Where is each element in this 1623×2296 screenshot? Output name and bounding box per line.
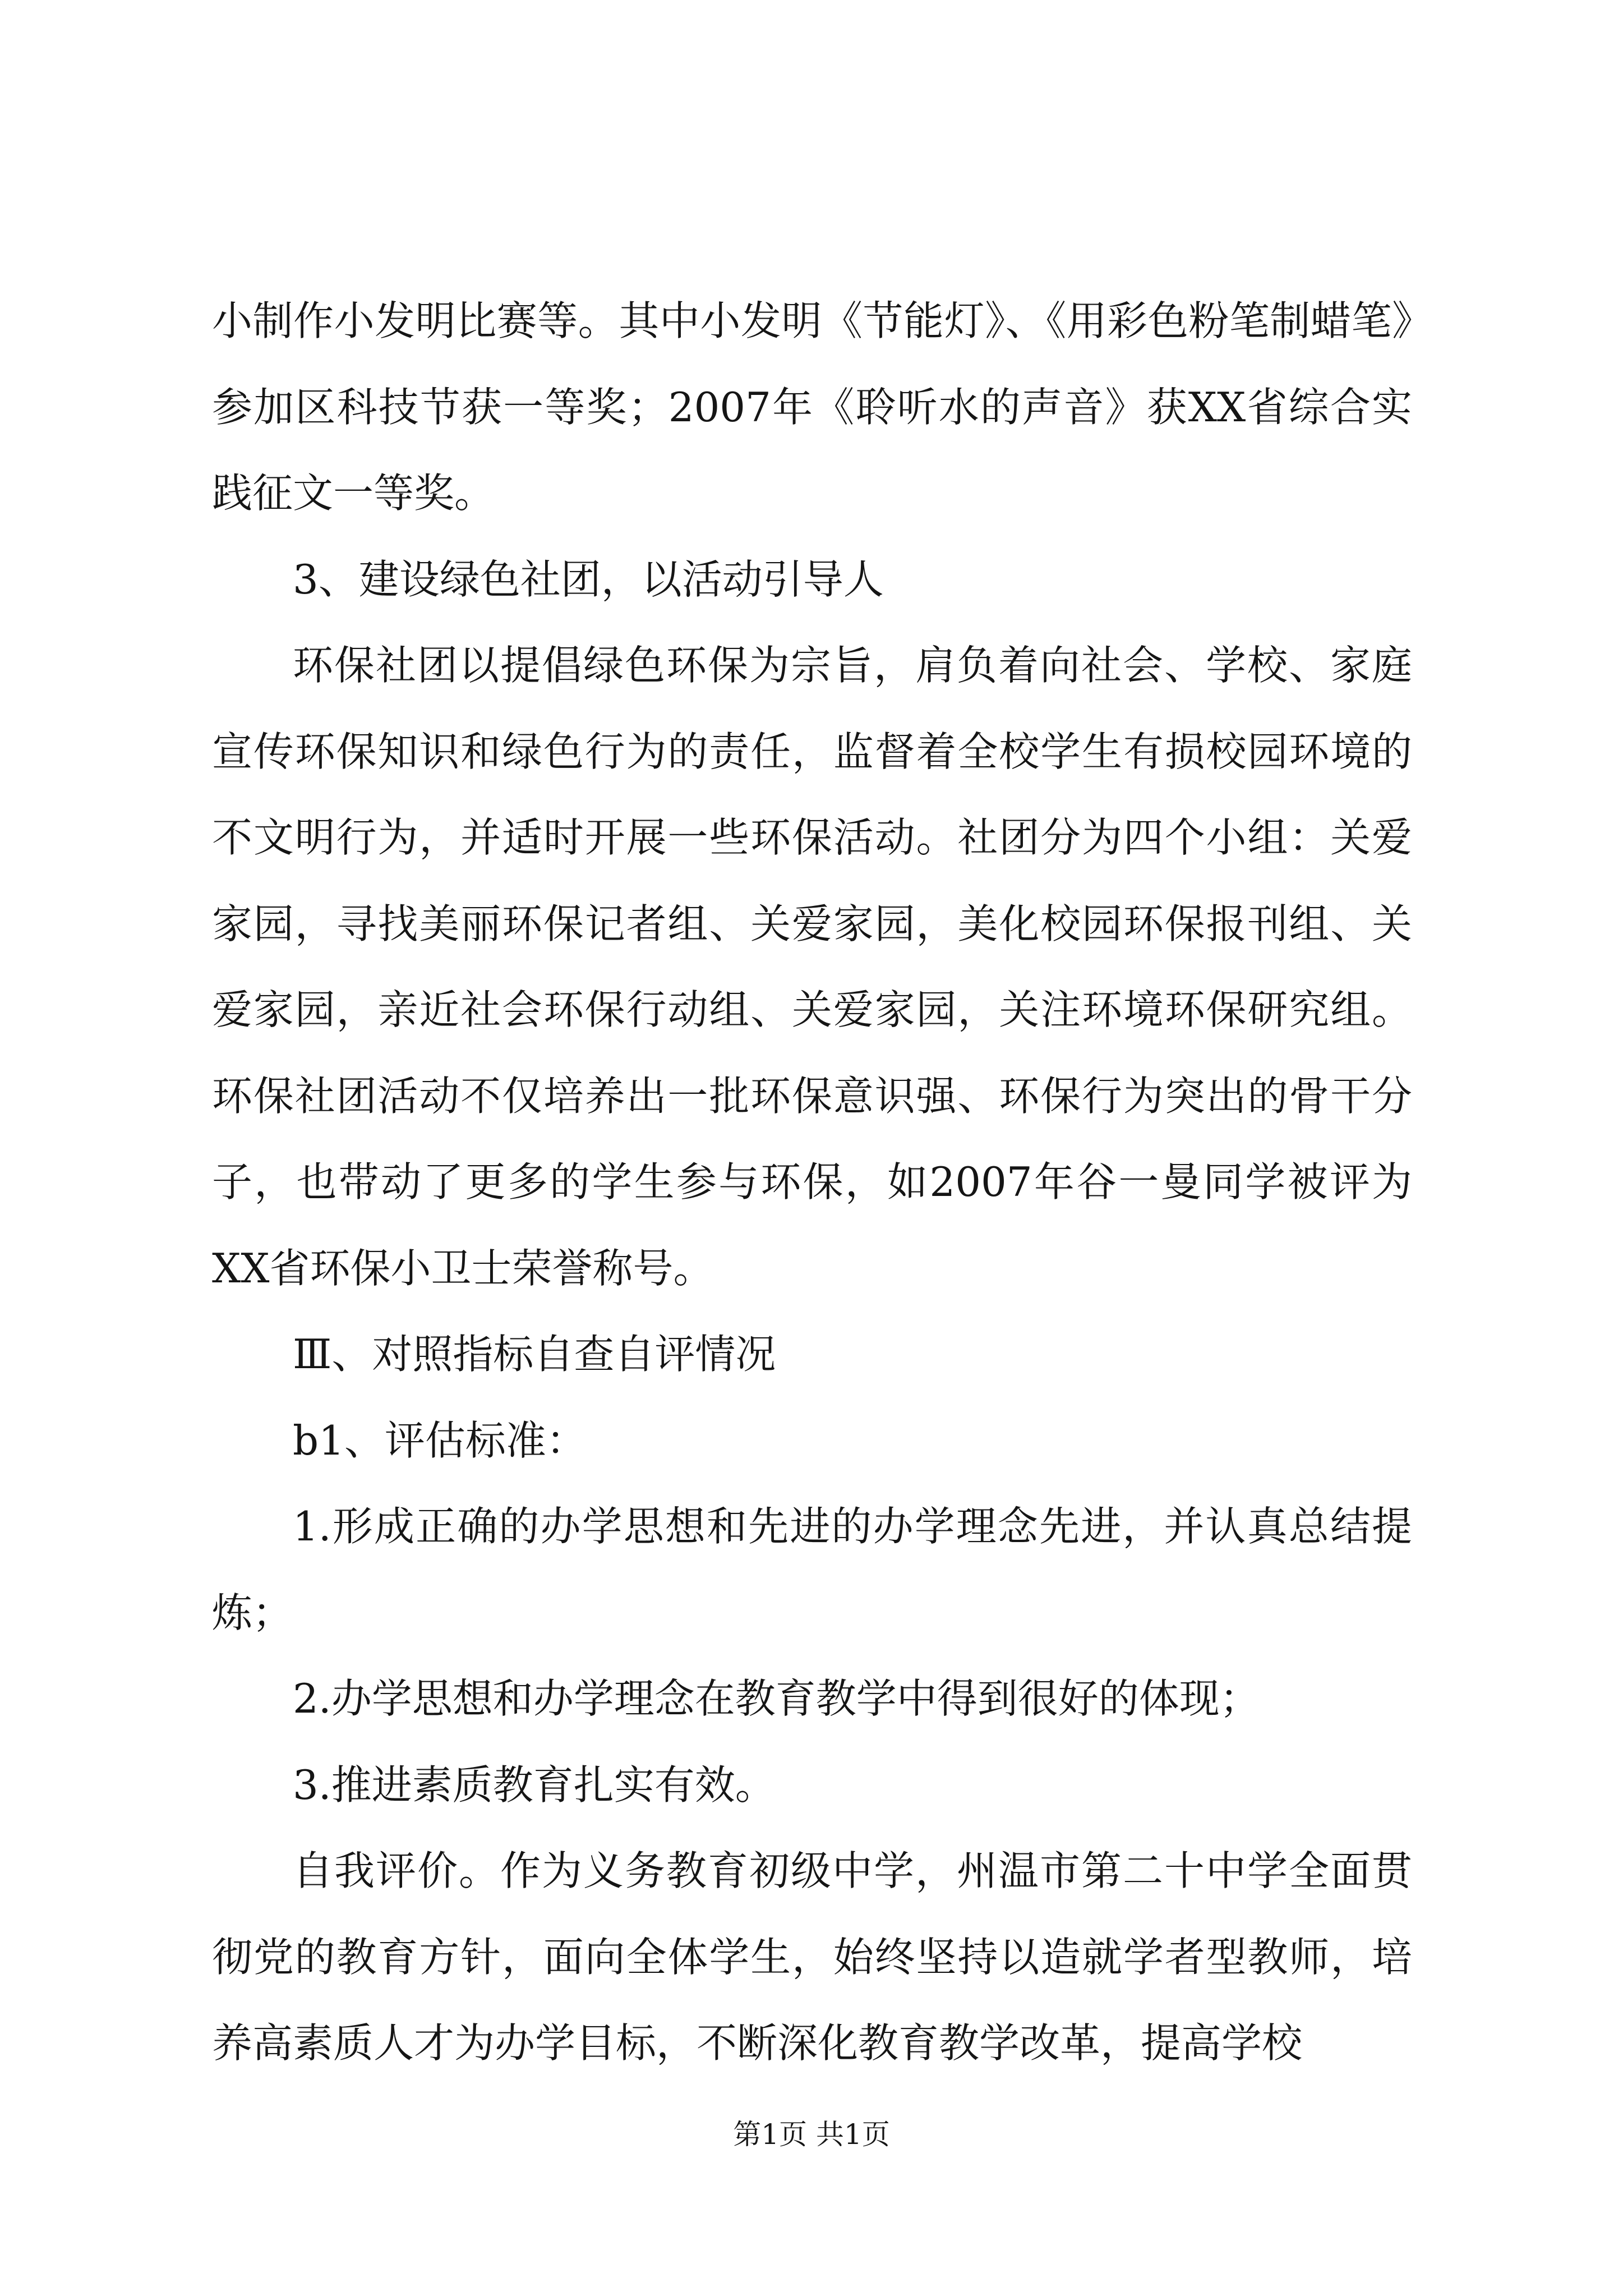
page-footer: 第1页 共1页 [733,2118,890,2151]
paragraph-environment-club: 环保社团以提倡绿色环保为宗旨，肩负着向社会、学校、家庭宣传环保知识和绿色行为的责任，监督着全校学生有损校园环境的不文明行为，并适时开展一些环保活动。社团分为四个小组：关爱家园，寻找美丽环保记者组、关爱家园，美化校园环保报刊组、关爱家园，亲近社会环保行动组、关爱家园，关注环境环保研究组。环保社团活动不仅培养出一批环保意识强、环保行为突出的骨干分子，也带动了更多的学生参与环保，如2007年谷一曼同学被评为XX省环保小卫士荣誉称号。 [212,642,1412,1292]
section-heading-3: 3、建设绿色社团，以活动引导人 [293,555,884,603]
subheading-b1: b1、评估标准： [293,1416,587,1464]
paragraph-self-evaluation: 自我评价。作为义务教育初级中学，州温市第二十中学全面贯彻党的教育方针，面向全体学生，始终坚持以造就学者型教师，培养高素质人才为办学目标，不断深化教育教学改革，提高学校 [212,1847,1412,2067]
document-body [212,278,1412,2087]
criterion-3: 3.推进素质教育扎实有效。 [293,1761,776,1809]
paragraph-1: 小制作小发明比赛等。其中小发明《节能灯》、《用彩色粉笔制蜡笔》参加区科技节获一等奖；2007年《聆听水的声音》获XX省综合实践征文一等奖。 [212,297,1412,517]
criterion-1: 1.形成正确的办学思想和先进的办学理念先进，并认真总结提炼； [212,1503,1412,1636]
criterion-2: 2.办学思想和办学理念在教育教学中得到很好的体现； [293,1675,1260,1722]
section-heading-III: Ⅲ、对照指标自查自评情况 [293,1331,776,1378]
